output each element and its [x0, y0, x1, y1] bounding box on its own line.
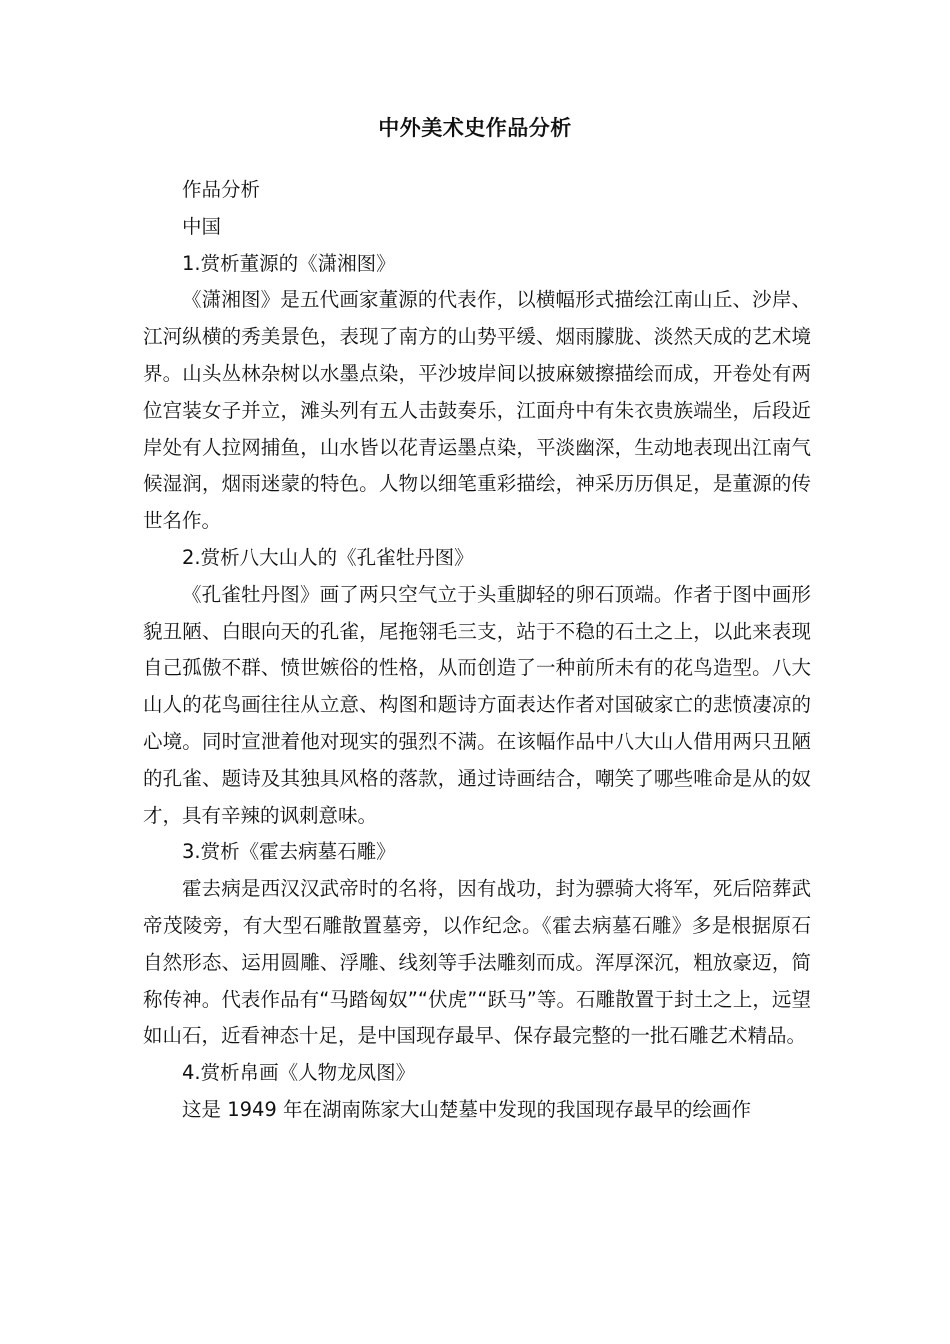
heading-analysis: 作品分析 — [182, 178, 261, 201]
section-heading: 1.赏析董源的《潇湘图》 — [182, 251, 396, 275]
document-body — [143, 172, 811, 1129]
section-heading: 4.赏析帛画《人物龙凤图》 — [182, 1061, 416, 1085]
section-heading: 2.赏析八大山人的《孔雀牡丹图》 — [182, 545, 474, 569]
section-paragraph: 这是 1949 年在湖南陈家大山楚墓中发现的我国现存最早的绘画作 — [182, 1097, 752, 1121]
page-title: 中外美术史作品分析 — [378, 116, 572, 140]
section-paragraph: 《孔雀牡丹图》画了两只空气立于头重脚轻的卵石顶端。作者于图中画形貌丑陋、白眼向天的孔雀，尾拖翎毛三支，站于不稳的石土之上，以此来表现自己孤傲不群、愤世嫉俗的性格，从而创造了一种前所未有的花鸟造型。八大山人的花鸟画往往从立意、构图和题诗方面表达作者对国破家亡的悲愤凄凉的心境。同时宣泄着他对现实的强烈不满。在该幅作品中八大山人借用两只丑陋的孔雀、题诗及其独具风格的落款，通过诗画结合，嘲笑了哪些唯命是从的奴才，具有辛辣的讽刺意味。 — [143, 582, 811, 827]
section-heading: 3.赏析《霍去病墓石雕》 — [182, 840, 396, 864]
heading-china: 中国 — [182, 214, 222, 238]
section-paragraph: 《潇湘图》是五代画家董源的代表作，以横幅形式描绘江南山丘、沙岸、江河纵横的秀美景色，表现了南方的山势平缓、烟雨朦胧、淡然天成的艺术境界。山头丛林杂树以水墨点染，平沙坡岸间以披麻皴擦描绘而成，开卷处有两位宫装女子并立，滩头列有五人击鼓奏乐，江面舟中有朱衣贵族端坐，后段近岸处有人拉网捕鱼，山水皆以花青运墨点染，平淡幽深，生动地表现出江南气候湿润，烟雨迷蒙的特色。人物以细笔重彩描绘，神采历历俱足，是董源的传世名作。 — [143, 288, 811, 533]
section-paragraph: 霍去病是西汉汉武帝时的名将，因有战功，封为骠骑大将军，死后陪葬武帝茂陵旁，有大型石雕散置墓旁，以作纪念。《霍去病墓石雕》多是根据原石自然形态、运用圆雕、浮雕、线刻等手法雕刻而成。浑厚深沉，粗放豪迈，简称传神。代表作品有“马踏匈奴”“伏虎”“跃马”等。石雕散置于封土之上，远望如山石，近看神态十足，是中国现存最早、保存最完整的一批石雕艺术精品。 — [143, 877, 811, 1048]
